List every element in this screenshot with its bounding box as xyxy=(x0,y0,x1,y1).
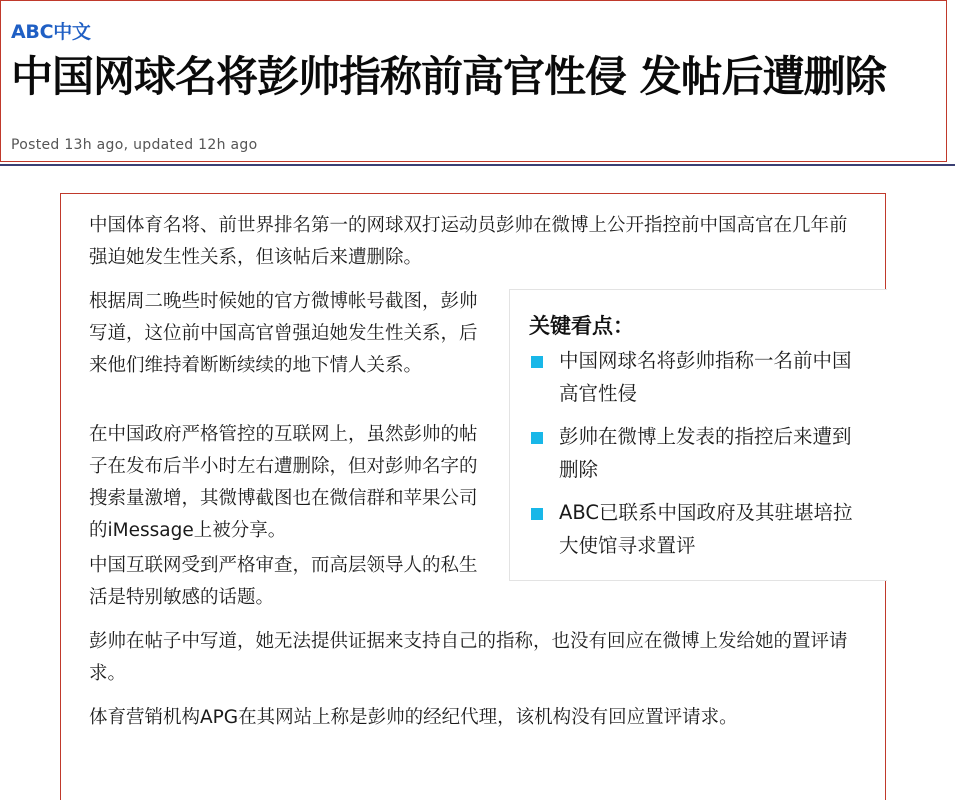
key-point-text: ABC已联系中国政府及其驻堪培拉大使馆寻求置评 xyxy=(559,501,853,557)
article-header xyxy=(0,0,947,162)
paragraph-5: 彭帅在帖子中写道，她无法提供证据来支持自己的指称，也没有回应在微博上发给她的置评请求。 xyxy=(89,631,848,684)
square-bullet-icon xyxy=(531,432,543,444)
headline: 中国网球名将彭帅指称前高官性侵 发帖后遭删除 xyxy=(11,52,886,101)
post-timestamp: Posted 13h ago, updated 12h ago xyxy=(11,137,258,153)
square-bullet-icon xyxy=(531,508,543,520)
paragraph-4: 中国互联网受到严格审查，而高层领导人的私生活是特别敏感的话题。 xyxy=(89,555,478,608)
key-point-text: 彭帅在微博上发表的指控后来遭到删除 xyxy=(559,425,852,481)
key-point-item xyxy=(529,496,869,562)
brand-link[interactable]: ABC中文 xyxy=(11,21,91,43)
key-points-title: 关键看点： xyxy=(529,314,634,338)
key-points-list xyxy=(529,344,869,572)
paragraph-6: 体育营销机构APG在其网站上称是彭帅的经纪代理，该机构没有回应置评请求。 xyxy=(89,707,738,728)
key-point-item xyxy=(529,344,869,410)
header-divider xyxy=(0,164,955,166)
square-bullet-icon xyxy=(531,356,543,368)
paragraph-2: 根据周二晚些时候她的官方微博帐号截图，彭帅写道，这位前中国高官曾强迫她发生性关系，后来他们维持着断断续续的地下情人关系。 xyxy=(89,291,478,376)
key-point-text: 中国网球名将彭帅指称一名前中国高官性侵 xyxy=(559,349,852,405)
paragraph-3: 在中国政府严格管控的互联网上，虽然彭帅的帖子在发布后半小时左右遭删除，但对彭帅名字的搜索量激增，其微博截图也在微信群和苹果公司的iMessage上被分享。 xyxy=(89,424,478,541)
paragraph-1: 中国体育名将、前世界排名第一的网球双打运动员彭帅在微博上公开指控前中国高官在几年前强迫她发生性关系，但该帖后来遭删除。 xyxy=(89,215,848,268)
key-point-item xyxy=(529,420,869,486)
key-points-box xyxy=(509,289,887,581)
article-body xyxy=(60,193,886,800)
